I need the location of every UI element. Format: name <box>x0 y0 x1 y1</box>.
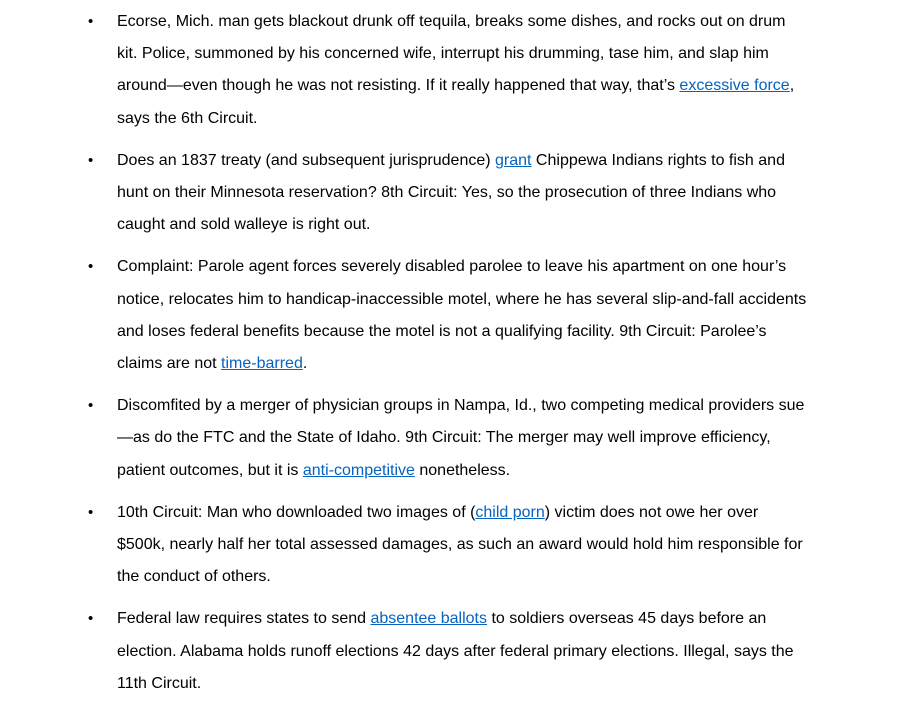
item-text-after: ) victim does not owe her over $500k, nearly half her total assessed damages, as such an award would hold him responsible for the conduct of others. <box>117 503 803 586</box>
list-item <box>0 145 923 242</box>
grant-link[interactable]: grant <box>495 151 532 169</box>
item-text-before: Does an 1837 treaty (and subsequent jurisprudence) <box>117 151 496 169</box>
item-text-after: , says the 6th Circuit. <box>117 77 795 127</box>
item-text <box>114 251 808 380</box>
item-text-after: to soldiers overseas 45 days before an election. Alabama holds runoff elections 42 days after federal primary elections. Illegal, says the 11th Circuit. <box>117 610 794 692</box>
item-text-before: Complaint: Parole agent forces severely disabled parolee to leave his apartment on one hour’s notice, relocates him to handicap-inaccessible motel, where he has several slip-and-fall accidents and loses federal benefits because the motel is not a qualifying facility. 9th Circuit: Parolee’s claims are not <box>117 258 807 373</box>
item-text <box>114 6 808 135</box>
item-text-before: Federal law requires states to send <box>117 610 371 628</box>
list-item <box>0 6 923 135</box>
item-text-before: Discomfited by a merger of physician groups in Nampa, Id., two competing medical providers sue—as do the FTC and the State of Idaho. 9th Circuit: The merger may well improve efficiency, patient outcomes, but it is <box>117 397 805 479</box>
list-item <box>0 390 923 487</box>
item-text <box>114 603 808 700</box>
item-text-after: Chippewa Indians rights to fish and hunt on their Minnesota reservation? 8th Circuit: Yes, so the prosecution of three Indians who caught and sold walleye is right out. <box>117 151 785 234</box>
item-text-after: nonetheless. <box>414 461 511 479</box>
bullet-icon: • <box>88 503 94 521</box>
item-text <box>114 145 808 242</box>
item-text <box>114 390 808 487</box>
bullet-icon: • <box>88 397 94 415</box>
bullet-icon: • <box>88 610 94 628</box>
time-barred-link[interactable]: time-barred <box>221 355 303 373</box>
bullet-icon: • <box>88 258 94 276</box>
list-item <box>0 251 923 380</box>
bullet-icon: • <box>88 13 94 30</box>
absentee-ballots-link[interactable]: absentee ballots <box>370 610 487 628</box>
bullet-icon: • <box>88 151 94 169</box>
item-text-before: Ecorse, Mich. man gets blackout drunk off tequila, breaks some dishes, and rocks out on drum kit. Police, summoned by his concerned wife, interrupt his drumming, tase him, and slap him around—even though he was not resisting. If it really happened that way, that’s <box>117 13 786 95</box>
list-item <box>0 603 923 700</box>
excessive-force-link[interactable]: excessive force <box>679 77 790 95</box>
anti-competitive-link[interactable]: anti-competitive <box>302 461 415 479</box>
news-bullet-list <box>0 6 923 710</box>
list-item <box>0 497 923 594</box>
item-text-before: 10th Circuit: Man who downloaded two images of ( <box>117 503 476 521</box>
item-text <box>114 497 808 594</box>
child-porn-link[interactable]: child porn <box>475 503 545 521</box>
item-text-after: . <box>302 355 308 373</box>
